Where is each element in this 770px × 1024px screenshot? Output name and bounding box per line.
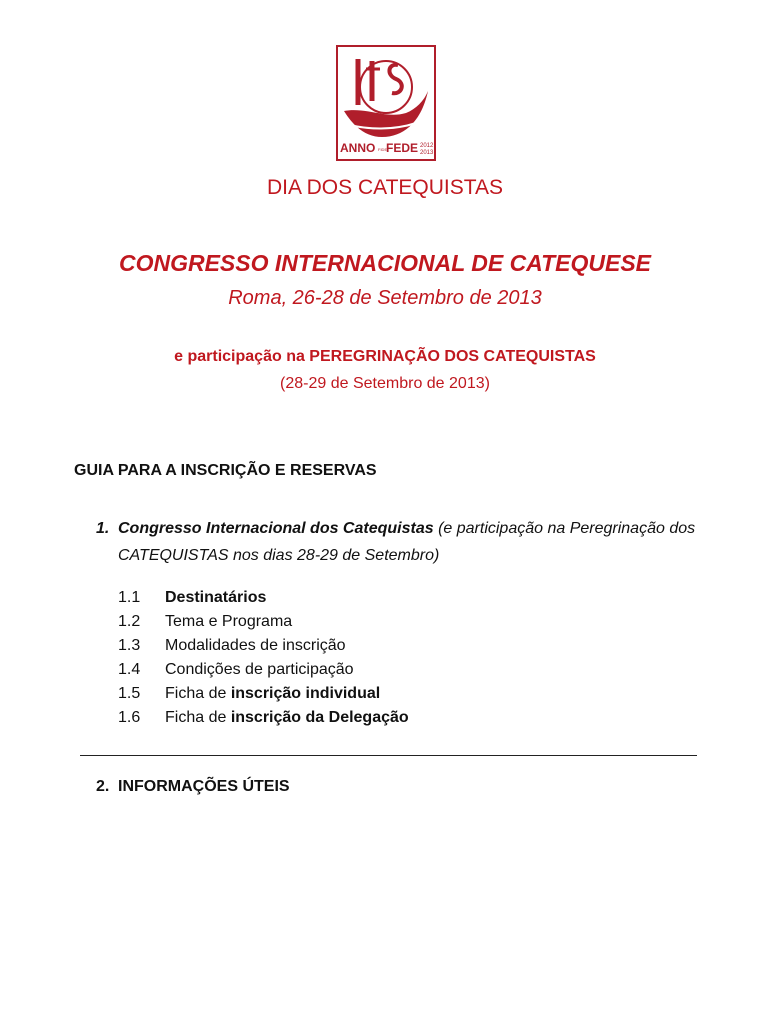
sub-item-number: 1.6 xyxy=(118,709,141,726)
item-number: 2. xyxy=(96,778,110,795)
guide-heading: GUIA PARA A INSCRIÇÃO E RESERVAS xyxy=(74,462,377,479)
divider xyxy=(80,755,697,756)
congress-title: CONGRESSO INTERNACIONAL DE CATEQUESE xyxy=(118,250,652,276)
sub-list-item xyxy=(118,610,409,634)
sub-list-item xyxy=(118,586,409,610)
sub-list-item xyxy=(118,682,409,706)
sub-item-label xyxy=(165,634,346,658)
congress-place-dates: Roma, 26-28 de Setembro de 2013 xyxy=(228,287,542,309)
sub-item-number: 1.4 xyxy=(118,661,141,678)
sub-list-item xyxy=(118,658,409,682)
sub-item-text: Tema e Programa xyxy=(165,613,293,630)
year-of-faith-logo xyxy=(336,45,436,161)
sub-item-label xyxy=(165,682,380,706)
item-subtitle: (e participação na Peregrinação dos CATEQUISTAS nos dias 28-29 de Setembro) xyxy=(118,520,696,564)
svg-text:FIDEI: FIDEI xyxy=(378,147,389,152)
svg-text:FEDE: FEDE xyxy=(386,141,419,155)
day-title: DIA DOS CATEQUISTAS xyxy=(266,176,504,199)
sub-item-emphasis: Destinatários xyxy=(165,589,267,606)
sub-item-number: 1.3 xyxy=(118,637,141,654)
sub-item-label xyxy=(165,610,292,634)
sub-list-item xyxy=(118,634,409,658)
sub-item-emphasis: inscrição individual xyxy=(230,685,381,702)
sub-item-number: 1.1 xyxy=(118,589,141,606)
pilgrimage-dates: (28-29 de Setembro de 2013) xyxy=(280,375,490,392)
sub-item-text: Ficha de xyxy=(165,685,231,702)
sub-item-emphasis: inscrição da Delegação xyxy=(230,709,409,726)
sub-item-label xyxy=(165,586,266,610)
item-number: 1. xyxy=(96,520,110,537)
item-title: INFORMAÇÕES ÚTEIS xyxy=(118,778,290,795)
sub-item-text: Condições de participação xyxy=(165,661,354,678)
sub-item-number: 1.5 xyxy=(118,685,141,702)
logo-emblem xyxy=(336,45,436,161)
sub-list-item xyxy=(118,706,409,730)
sub-list xyxy=(118,586,409,730)
sub-item-label xyxy=(165,706,409,730)
list-item-congress xyxy=(96,515,696,569)
sub-item-label xyxy=(165,658,354,682)
pilgrimage-line: e participação na PEREGRINAÇÃO DOS CATEQUISTAS xyxy=(174,348,596,365)
sub-item-number: 1.2 xyxy=(118,613,141,630)
svg-text:2012: 2012 xyxy=(420,143,434,149)
sub-item-text: Ficha de xyxy=(165,709,231,726)
svg-text:ANNO: ANNO xyxy=(340,141,376,155)
list-item-useful-info xyxy=(96,778,290,796)
sub-item-text: Modalidades de inscrição xyxy=(165,637,346,654)
item-title: Congresso Internacional dos Catequistas xyxy=(118,520,434,537)
svg-text:2013: 2013 xyxy=(420,150,434,156)
item-text xyxy=(118,515,696,569)
